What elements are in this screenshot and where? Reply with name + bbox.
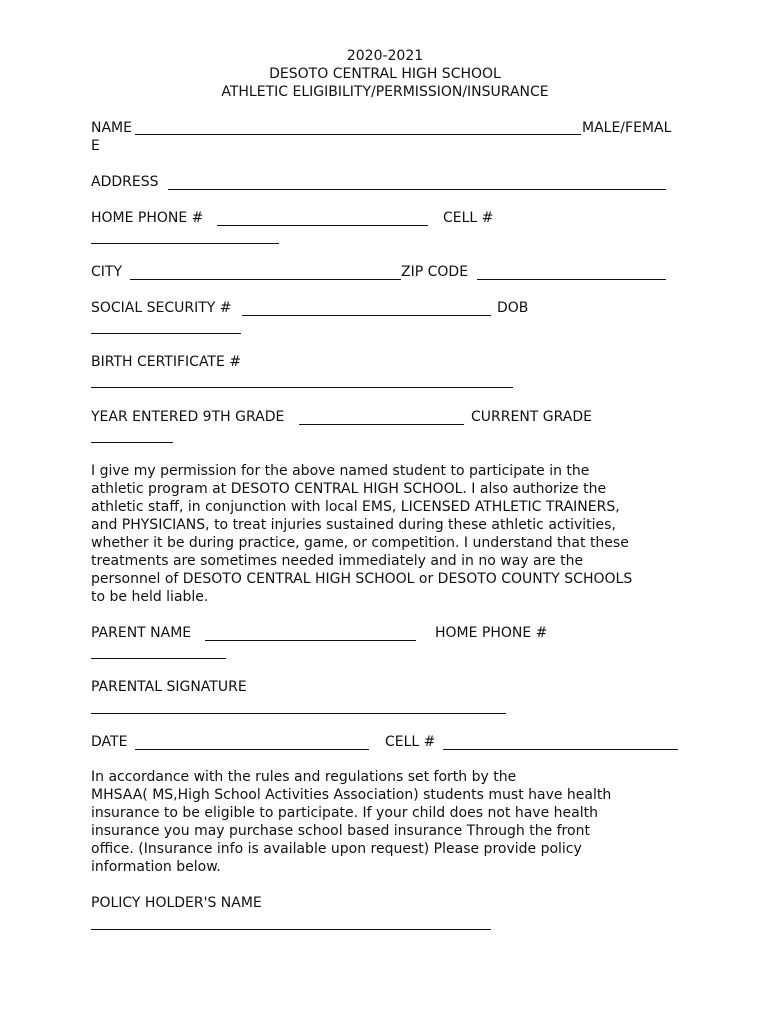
year-entered-field[interactable] bbox=[299, 424, 464, 425]
insurance-line: office. (Insurance info is available upon request) Please provide policy bbox=[91, 841, 582, 857]
year-entered-label: YEAR ENTERED 9TH GRADE bbox=[91, 409, 285, 425]
current-grade-label: CURRENT GRADE bbox=[471, 409, 593, 425]
dob-field[interactable] bbox=[91, 333, 241, 334]
parental-signature-label: PARENTAL SIGNATURE bbox=[91, 679, 247, 695]
gender-label-wrap: E bbox=[91, 138, 100, 154]
ssn-label: SOCIAL SECURITY # bbox=[91, 300, 232, 316]
insurance-line: MHSAA( MS,High School Activities Association) students must have health bbox=[91, 787, 612, 803]
birth-cert-label: BIRTH CERTIFICATE # bbox=[91, 354, 242, 370]
policy-holder-field[interactable] bbox=[91, 929, 491, 930]
form-year: 2020-2021 bbox=[346, 48, 424, 64]
city-field[interactable] bbox=[130, 279, 401, 280]
permission-line: to be held liable. bbox=[91, 589, 209, 605]
permission-line: I give my permission for the above named student to participate in the bbox=[91, 463, 590, 479]
parent-cell-label: CELL # bbox=[385, 734, 436, 750]
dob-label: DOB bbox=[497, 300, 529, 316]
zip-label: ZIP CODE bbox=[401, 264, 469, 280]
permission-paragraph bbox=[91, 462, 691, 606]
permission-line: treatments are sometimes needed immediately and in no way are the bbox=[91, 553, 584, 569]
form-title: ATHLETIC ELIGIBILITY/PERMISSION/INSURANCE bbox=[221, 84, 549, 100]
parent-home-phone-label: HOME PHONE # bbox=[435, 625, 548, 641]
ssn-field[interactable] bbox=[242, 315, 491, 316]
insurance-line: insurance you may purchase school based insurance Through the front bbox=[91, 823, 590, 839]
policy-holder-label: POLICY HOLDER'S NAME bbox=[91, 895, 262, 911]
name-label: NAME bbox=[91, 120, 132, 136]
insurance-line: information below. bbox=[91, 859, 221, 875]
permission-line: and PHYSICIANS, to treat injuries sustained during these athletic activities, bbox=[91, 517, 616, 533]
parental-signature-field[interactable] bbox=[91, 713, 506, 714]
home-phone-field[interactable] bbox=[217, 225, 428, 226]
school-name: DESOTO CENTRAL HIGH SCHOOL bbox=[269, 66, 501, 82]
birth-cert-field[interactable] bbox=[91, 387, 513, 388]
permission-line: athletic staff, in conjunction with local EMS, LICENSED ATHLETIC TRAINERS, bbox=[91, 499, 620, 515]
zip-field[interactable] bbox=[477, 279, 666, 280]
insurance-paragraph bbox=[91, 768, 691, 876]
city-label: CITY bbox=[91, 264, 123, 280]
current-grade-field[interactable] bbox=[91, 442, 173, 443]
parent-name-field[interactable] bbox=[205, 640, 416, 641]
parent-cell-field[interactable] bbox=[443, 749, 678, 750]
permission-line: athletic program at DESOTO CENTRAL HIGH SCHOOL. I also authorize the bbox=[91, 481, 607, 497]
date-label: DATE bbox=[91, 734, 128, 750]
parent-name-label: PARENT NAME bbox=[91, 625, 192, 641]
permission-line: whether it be during practice, game, or competition. I understand that these bbox=[91, 535, 629, 551]
address-field[interactable] bbox=[168, 189, 666, 190]
name-field[interactable] bbox=[135, 134, 581, 135]
cell-field[interactable] bbox=[91, 243, 279, 244]
insurance-line: insurance to be eligible to participate. If your child does not have health bbox=[91, 805, 598, 821]
gender-label: MALE/FEMAL bbox=[582, 120, 672, 136]
parent-home-phone-field[interactable] bbox=[91, 658, 226, 659]
cell-label: CELL # bbox=[443, 210, 494, 226]
permission-line: personnel of DESOTO CENTRAL HIGH SCHOOL or DESOTO COUNTY SCHOOLS bbox=[91, 571, 633, 587]
home-phone-label: HOME PHONE # bbox=[91, 210, 204, 226]
date-field[interactable] bbox=[135, 749, 369, 750]
insurance-line: In accordance with the rules and regulations set forth by the bbox=[91, 769, 517, 785]
address-label: ADDRESS bbox=[91, 174, 159, 190]
